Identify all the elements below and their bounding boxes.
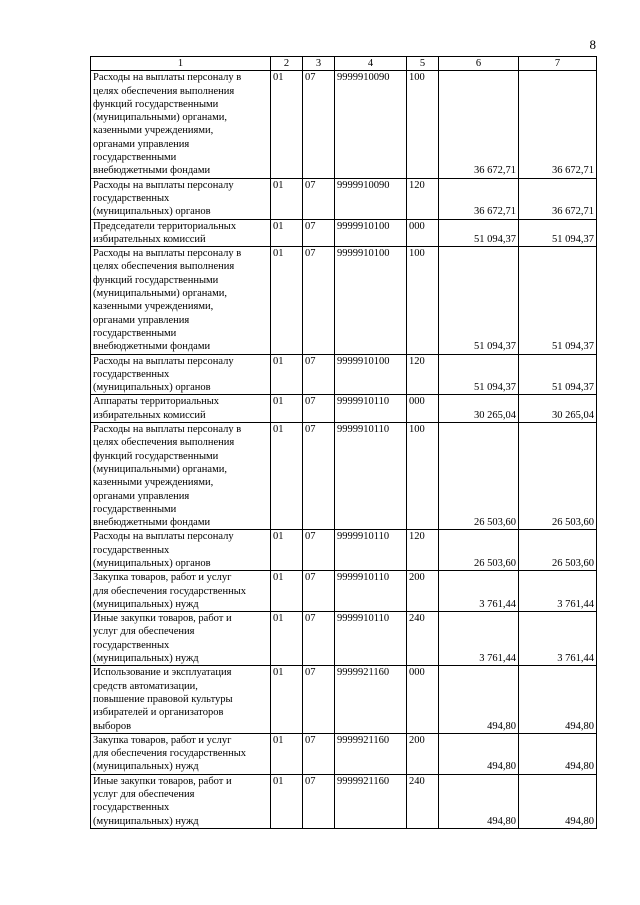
row-name: Иные закупки товаров, работ и услуг для обеспечения государственных (муниципальных) нужд <box>91 774 271 828</box>
amount-col6: 36 672,71 <box>439 71 519 178</box>
column-header: 5 <box>407 57 439 71</box>
expense-type-code: 000 <box>407 395 439 423</box>
amount-col7: 26 503,60 <box>519 530 597 571</box>
section-code: 01 <box>271 571 303 612</box>
amount-col7: 494,80 <box>519 774 597 828</box>
column-header: 2 <box>271 57 303 71</box>
section-code: 01 <box>271 354 303 395</box>
target-article-code: 9999910110 <box>335 395 407 423</box>
target-article-code: 9999910090 <box>335 71 407 178</box>
amount-col6: 26 503,60 <box>439 423 519 530</box>
target-article-code: 9999910110 <box>335 612 407 666</box>
amount-col7: 30 265,04 <box>519 395 597 423</box>
amount-col6: 3 761,44 <box>439 612 519 666</box>
amount-col6: 494,80 <box>439 774 519 828</box>
row-name: Закупка товаров, работ и услуг для обеспечения государственных (муниципальных) нужд <box>91 571 271 612</box>
section-code: 01 <box>271 774 303 828</box>
table-row <box>91 395 597 423</box>
table-row <box>91 571 597 612</box>
amount-col7: 51 094,37 <box>519 354 597 395</box>
amount-col6: 30 265,04 <box>439 395 519 423</box>
amount-col6: 494,80 <box>439 666 519 733</box>
expense-type-code: 240 <box>407 612 439 666</box>
section-code: 01 <box>271 71 303 178</box>
column-header: 6 <box>439 57 519 71</box>
row-name: Использование и эксплуатация средств автоматизации, повышение правовой культуры избирателей и организаторов выборов <box>91 666 271 733</box>
section-code: 01 <box>271 219 303 247</box>
subsection-code: 07 <box>303 571 335 612</box>
column-header: 4 <box>335 57 407 71</box>
table-row <box>91 178 597 219</box>
section-code: 01 <box>271 395 303 423</box>
section-code: 01 <box>271 612 303 666</box>
subsection-code: 07 <box>303 247 335 354</box>
expense-type-code: 100 <box>407 247 439 354</box>
table-row <box>91 612 597 666</box>
amount-col7: 3 761,44 <box>519 571 597 612</box>
amount-col7: 51 094,37 <box>519 247 597 354</box>
table-row <box>91 733 597 774</box>
expense-type-code: 200 <box>407 571 439 612</box>
section-code: 01 <box>271 666 303 733</box>
row-name: Расходы на выплаты персоналу в целях обеспечения выполнения функций государственными (муниципальными) органами, казенными учреждениями, органами управления государственными внебюджетными фондами <box>91 71 271 178</box>
expense-type-code: 120 <box>407 178 439 219</box>
subsection-code: 07 <box>303 612 335 666</box>
section-code: 01 <box>271 247 303 354</box>
target-article-code: 9999910110 <box>335 423 407 530</box>
amount-col6: 51 094,37 <box>439 247 519 354</box>
subsection-code: 07 <box>303 178 335 219</box>
table-row <box>91 354 597 395</box>
subsection-code: 07 <box>303 733 335 774</box>
table-row <box>91 423 597 530</box>
amount-col7: 494,80 <box>519 666 597 733</box>
table-row <box>91 530 597 571</box>
amount-col7: 3 761,44 <box>519 612 597 666</box>
amount-col7: 494,80 <box>519 733 597 774</box>
target-article-code: 9999910110 <box>335 571 407 612</box>
table-row <box>91 666 597 733</box>
page-number: 8 <box>589 37 596 52</box>
expense-type-code: 120 <box>407 354 439 395</box>
section-code: 01 <box>271 423 303 530</box>
amount-col6: 51 094,37 <box>439 354 519 395</box>
table-row <box>91 219 597 247</box>
row-name: Расходы на выплаты персоналу в целях обеспечения выполнения функций государственными (муниципальными) органами, казенными учреждениями, органами управления государственными внебюджетными фондами <box>91 423 271 530</box>
column-header: 7 <box>519 57 597 71</box>
amount-col6: 36 672,71 <box>439 178 519 219</box>
section-code: 01 <box>271 733 303 774</box>
expense-type-code: 100 <box>407 71 439 178</box>
subsection-code: 07 <box>303 354 335 395</box>
section-code: 01 <box>271 530 303 571</box>
amount-col6: 26 503,60 <box>439 530 519 571</box>
row-name: Иные закупки товаров, работ и услуг для обеспечения государственных (муниципальных) нужд <box>91 612 271 666</box>
table-row <box>91 247 597 354</box>
subsection-code: 07 <box>303 666 335 733</box>
amount-col6: 51 094,37 <box>439 219 519 247</box>
column-header: 1 <box>91 57 271 71</box>
subsection-code: 07 <box>303 530 335 571</box>
amount-col7: 36 672,71 <box>519 178 597 219</box>
target-article-code: 9999910100 <box>335 247 407 354</box>
target-article-code: 9999910100 <box>335 219 407 247</box>
amount-col6: 494,80 <box>439 733 519 774</box>
subsection-code: 07 <box>303 395 335 423</box>
row-name: Председатели территориальных избирательных комиссий <box>91 219 271 247</box>
expense-type-code: 100 <box>407 423 439 530</box>
row-name: Расходы на выплаты персоналу государственных (муниципальных) органов <box>91 178 271 219</box>
target-article-code: 9999921160 <box>335 733 407 774</box>
amount-col7: 51 094,37 <box>519 219 597 247</box>
target-article-code: 9999921160 <box>335 666 407 733</box>
budget-table <box>90 56 597 829</box>
table-header-row <box>91 57 597 71</box>
amount-col7: 26 503,60 <box>519 423 597 530</box>
section-code: 01 <box>271 178 303 219</box>
subsection-code: 07 <box>303 71 335 178</box>
row-name: Аппараты территориальных избирательных комиссий <box>91 395 271 423</box>
table-row <box>91 774 597 828</box>
row-name: Расходы на выплаты персоналу государственных (муниципальных) органов <box>91 354 271 395</box>
expense-type-code: 000 <box>407 219 439 247</box>
expense-type-code: 120 <box>407 530 439 571</box>
amount-col7: 36 672,71 <box>519 71 597 178</box>
target-article-code: 9999910090 <box>335 178 407 219</box>
subsection-code: 07 <box>303 774 335 828</box>
row-name: Закупка товаров, работ и услуг для обеспечения государственных (муниципальных) нужд <box>91 733 271 774</box>
row-name: Расходы на выплаты персоналу государственных (муниципальных) органов <box>91 530 271 571</box>
target-article-code: 9999910100 <box>335 354 407 395</box>
expense-type-code: 200 <box>407 733 439 774</box>
amount-col6: 3 761,44 <box>439 571 519 612</box>
expense-type-code: 000 <box>407 666 439 733</box>
table-row <box>91 71 597 178</box>
row-name: Расходы на выплаты персоналу в целях обеспечения выполнения функций государственными (муниципальными) органами, казенными учреждениями, органами управления государственными внебюджетными фондами <box>91 247 271 354</box>
expense-type-code: 240 <box>407 774 439 828</box>
target-article-code: 9999921160 <box>335 774 407 828</box>
subsection-code: 07 <box>303 423 335 530</box>
subsection-code: 07 <box>303 219 335 247</box>
target-article-code: 9999910110 <box>335 530 407 571</box>
column-header: 3 <box>303 57 335 71</box>
